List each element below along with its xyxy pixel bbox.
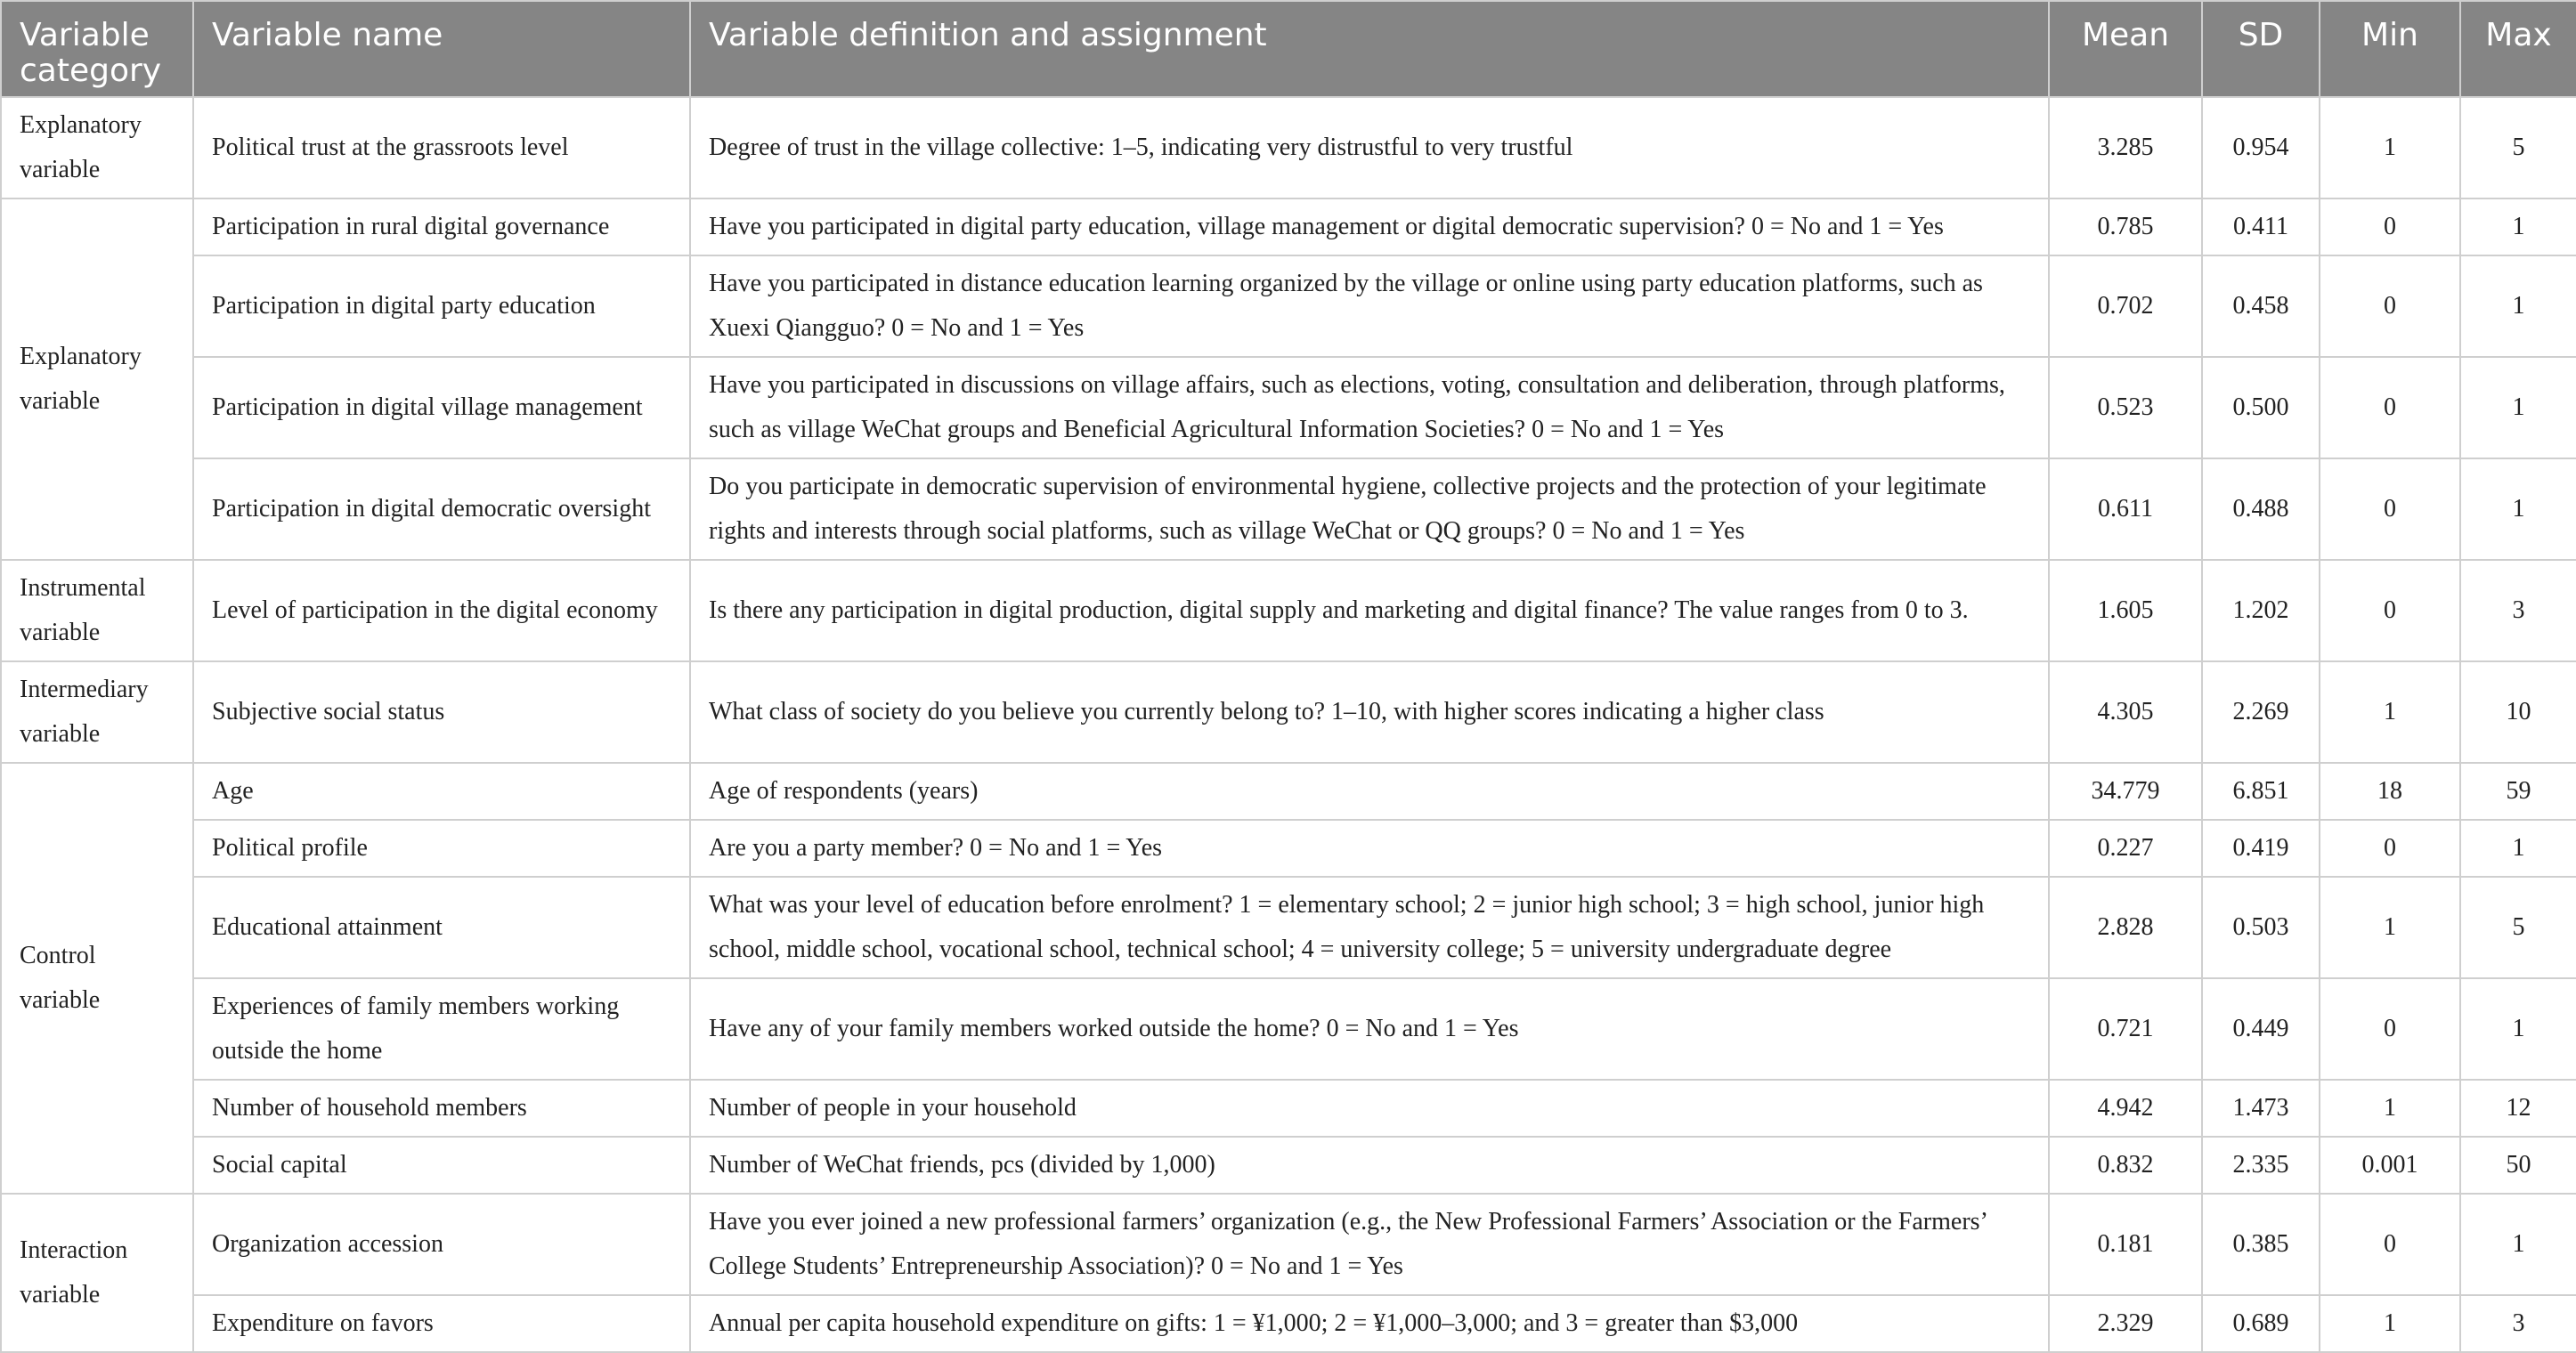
mean-cell: 0.181 <box>2049 1194 2202 1295</box>
header-variable-definition: Variable definition and assignment <box>690 1 2049 97</box>
definition-cell: Have you ever joined a new professional farmers’ organization (e.g., the New Professional Farmers’ Association or the Farmers’ College Students’ Entrepreneurship Association)? 0 = No and 1 = Yes <box>690 1194 2049 1295</box>
variable-name-cell: Age <box>193 763 690 820</box>
min-cell: 1 <box>2320 97 2460 198</box>
definition-cell: Do you participate in democratic supervision of environmental hygiene, collective projects and the protection of your legitimate rights and interests through social platforms, such as village WeChat or QQ groups? 0 = No and 1 = Yes <box>690 458 2049 560</box>
sd-cell: 0.411 <box>2202 198 2320 255</box>
variable-name-cell: Political trust at the grassroots level <box>193 97 690 198</box>
min-cell: 1 <box>2320 1080 2460 1137</box>
sd-cell: 0.689 <box>2202 1295 2320 1352</box>
variable-name-cell: Expenditure on favors <box>193 1295 690 1352</box>
definition-cell: What class of society do you believe you currently belong to? 1–10, with higher scores indicating a higher class <box>690 661 2049 763</box>
sd-cell: 1.473 <box>2202 1080 2320 1137</box>
table-row <box>1 1080 2576 1137</box>
min-cell: 0 <box>2320 820 2460 877</box>
definition-cell: Is there any participation in digital production, digital supply and marketing and digital finance? The value ranges from 0 to 3. <box>690 560 2049 661</box>
max-cell: 1 <box>2460 458 2576 560</box>
max-cell: 1 <box>2460 357 2576 458</box>
max-cell: 1 <box>2460 1194 2576 1295</box>
variable-name-cell: Number of household members <box>193 1080 690 1137</box>
min-cell: 18 <box>2320 763 2460 820</box>
table-row <box>1 820 2576 877</box>
mean-cell: 0.721 <box>2049 978 2202 1080</box>
mean-cell: 4.942 <box>2049 1080 2202 1137</box>
definition-cell: Number of WeChat friends, pcs (divided by 1,000) <box>690 1137 2049 1194</box>
sd-cell: 6.851 <box>2202 763 2320 820</box>
category-cell: Control variable <box>1 763 193 1194</box>
sd-cell: 0.385 <box>2202 1194 2320 1295</box>
min-cell: 0 <box>2320 357 2460 458</box>
header-mean: Mean <box>2049 1 2202 97</box>
mean-cell: 1.605 <box>2049 560 2202 661</box>
min-cell: 0 <box>2320 560 2460 661</box>
variable-name-cell: Participation in digital party education <box>193 255 690 357</box>
variable-name-cell: Educational attainment <box>193 877 690 978</box>
min-cell: 0 <box>2320 255 2460 357</box>
header-min: Min <box>2320 1 2460 97</box>
definition-cell: Have you participated in digital party education, village management or digital democratic supervision? 0 = No and 1 = Yes <box>690 198 2049 255</box>
mean-cell: 4.305 <box>2049 661 2202 763</box>
header-row <box>1 1 2576 97</box>
max-cell: 1 <box>2460 820 2576 877</box>
sd-cell: 0.458 <box>2202 255 2320 357</box>
mean-cell: 3.285 <box>2049 97 2202 198</box>
definition-cell: Have any of your family members worked outside the home? 0 = No and 1 = Yes <box>690 978 2049 1080</box>
table-row <box>1 978 2576 1080</box>
min-cell: 1 <box>2320 877 2460 978</box>
sd-cell: 0.954 <box>2202 97 2320 198</box>
min-cell: 0 <box>2320 458 2460 560</box>
mean-cell: 2.329 <box>2049 1295 2202 1352</box>
mean-cell: 2.828 <box>2049 877 2202 978</box>
max-cell: 12 <box>2460 1080 2576 1137</box>
mean-cell: 0.523 <box>2049 357 2202 458</box>
table-row <box>1 97 2576 198</box>
table-row <box>1 458 2576 560</box>
max-cell: 50 <box>2460 1137 2576 1194</box>
table-row <box>1 661 2576 763</box>
category-cell: Instrumental variable <box>1 560 193 661</box>
definition-cell: Have you participated in distance education learning organized by the village or online using party education platforms, such as Xuexi Qiangguo? 0 = No and 1 = Yes <box>690 255 2049 357</box>
mean-cell: 0.702 <box>2049 255 2202 357</box>
definition-cell: Number of people in your household <box>690 1080 2049 1137</box>
variable-name-cell: Participation in digital village management <box>193 357 690 458</box>
sd-cell: 2.335 <box>2202 1137 2320 1194</box>
max-cell: 10 <box>2460 661 2576 763</box>
variable-name-cell: Participation in rural digital governance <box>193 198 690 255</box>
max-cell: 1 <box>2460 198 2576 255</box>
max-cell: 5 <box>2460 97 2576 198</box>
sd-cell: 1.202 <box>2202 560 2320 661</box>
header-variable-category: Variable category <box>1 1 193 97</box>
min-cell: 1 <box>2320 661 2460 763</box>
header-sd: SD <box>2202 1 2320 97</box>
max-cell: 3 <box>2460 560 2576 661</box>
mean-cell: 34.779 <box>2049 763 2202 820</box>
definition-cell: Are you a party member? 0 = No and 1 = Yes <box>690 820 2049 877</box>
max-cell: 5 <box>2460 877 2576 978</box>
header-max: Max <box>2460 1 2576 97</box>
sd-cell: 0.488 <box>2202 458 2320 560</box>
variable-name-cell: Level of participation in the digital economy <box>193 560 690 661</box>
table-row <box>1 763 2576 820</box>
definition-cell: Age of respondents (years) <box>690 763 2049 820</box>
definition-cell: Annual per capita household expenditure on gifts: 1 = ¥1,000; 2 = ¥1,000–3,000; and 3 = greater than $3,000 <box>690 1295 2049 1352</box>
table-row <box>1 560 2576 661</box>
max-cell: 1 <box>2460 255 2576 357</box>
table-row <box>1 1295 2576 1352</box>
table-row <box>1 357 2576 458</box>
variable-name-cell: Organization accession <box>193 1194 690 1295</box>
mean-cell: 0.227 <box>2049 820 2202 877</box>
table-row <box>1 877 2576 978</box>
sd-cell: 0.419 <box>2202 820 2320 877</box>
mean-cell: 0.832 <box>2049 1137 2202 1194</box>
sd-cell: 0.449 <box>2202 978 2320 1080</box>
definition-cell: Have you participated in discussions on village affairs, such as elections, voting, consultation and deliberation, through platforms, such as village WeChat groups and Beneficial Agricultural Information Societies? 0 = No and 1 = Yes <box>690 357 2049 458</box>
min-cell: 0 <box>2320 1194 2460 1295</box>
max-cell: 1 <box>2460 978 2576 1080</box>
max-cell: 59 <box>2460 763 2576 820</box>
sd-cell: 0.500 <box>2202 357 2320 458</box>
category-cell: Intermediary variable <box>1 661 193 763</box>
variable-name-cell: Participation in digital democratic oversight <box>193 458 690 560</box>
category-cell: Interaction variable <box>1 1194 193 1352</box>
variable-name-cell: Experiences of family members working outside the home <box>193 978 690 1080</box>
definition-cell: Degree of trust in the village collective: 1–5, indicating very distrustful to very trustful <box>690 97 2049 198</box>
variable-name-cell: Social capital <box>193 1137 690 1194</box>
sd-cell: 2.269 <box>2202 661 2320 763</box>
definition-cell: What was your level of education before enrolment? 1 = elementary school; 2 = junior high school; 3 = high school, junior high school, middle school, vocational school, technical school; 4 = university college; 5 = university undergraduate degree <box>690 877 2049 978</box>
variable-name-cell: Political profile <box>193 820 690 877</box>
table-row <box>1 255 2576 357</box>
min-cell: 0.001 <box>2320 1137 2460 1194</box>
table-row <box>1 1194 2576 1295</box>
category-cell: Explanatory variable <box>1 198 193 560</box>
header-variable-name: Variable name <box>193 1 690 97</box>
mean-cell: 0.785 <box>2049 198 2202 255</box>
table-row <box>1 1137 2576 1194</box>
sd-cell: 0.503 <box>2202 877 2320 978</box>
min-cell: 0 <box>2320 198 2460 255</box>
max-cell: 3 <box>2460 1295 2576 1352</box>
min-cell: 1 <box>2320 1295 2460 1352</box>
min-cell: 0 <box>2320 978 2460 1080</box>
category-cell: Explanatory variable <box>1 97 193 198</box>
variable-name-cell: Subjective social status <box>193 661 690 763</box>
table-row <box>1 198 2576 255</box>
mean-cell: 0.611 <box>2049 458 2202 560</box>
